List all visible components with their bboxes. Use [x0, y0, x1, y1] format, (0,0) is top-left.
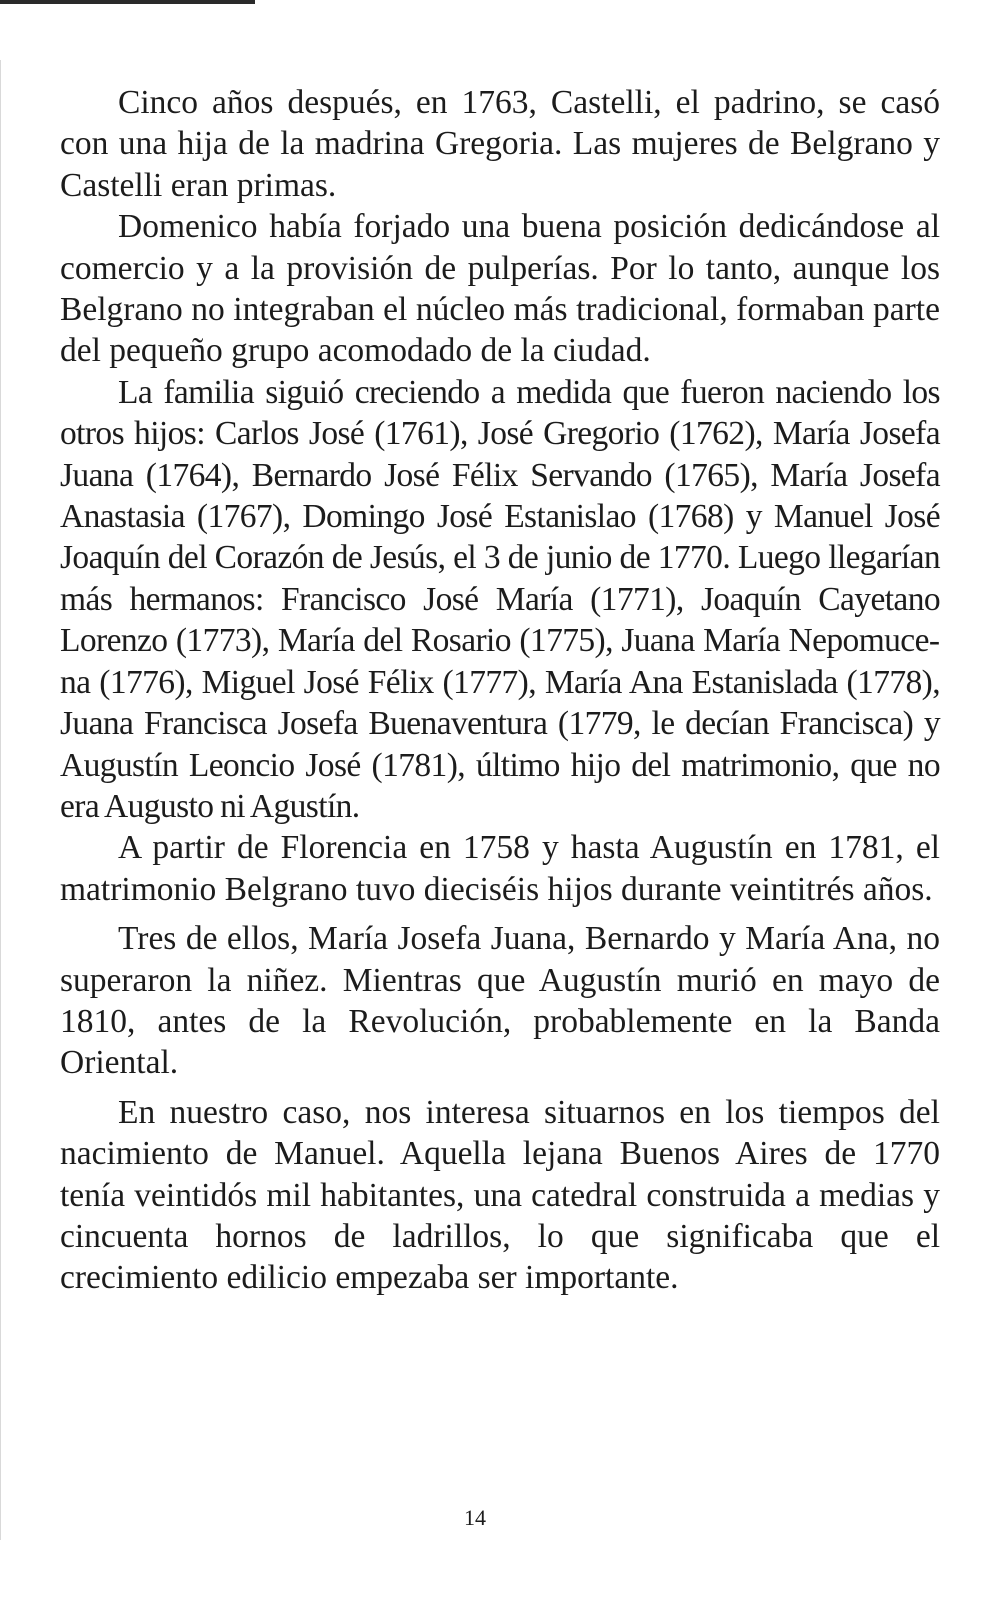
page-number: 14 [464, 1505, 486, 1530]
top-edge-mark [0, 0, 255, 4]
page-left-edge [0, 60, 1, 1540]
body-text [60, 82, 940, 1299]
paragraph-4: A partir de Florencia en 1758 y hasta Augustín en 1781, el matrimonio Belgrano tuvo dieciséis hijos durante veintitrés años. [60, 829, 940, 908]
paragraph-5: Tres de ellos, María Josefa Juana, Bernardo y María Ana, no superaron la niñez. Mientras que Augustín murió en mayo de 1810, antes de la Revolución, probablemente en la Banda Oriental. [60, 920, 940, 1082]
paragraph-1: Cinco años después, en 1763, Castelli, el padrino, se casó con una hija de la madrina Gregoria. Las mujeres de Belgrano y Castelli eran primas. [60, 84, 940, 204]
paragraph-2: Domenico había forjado una buena posición dedicándose al comercio y a la provisión de pulperías. Por lo tanto, aunque los Belgrano no integraban el núcleo más tradicional, formaban parte del pequeño grupo acomodado de la ciudad. [60, 208, 940, 370]
paragraph-6: En nuestro caso, nos interesa situarnos en los tiempos del nacimiento de Manuel. Aquella lejana Buenos Aires de 1770 tenía veintidós mil habitantes, una catedral construida a medias y cincuenta hornos de ladrillos, lo que significaba que el crecimiento edilicio empezaba ser importante. [60, 1093, 940, 1297]
paragraph-3: La familia siguió creciendo a medida que fueron naciendo los otros hijos: Carlos José (1761), José Gregorio (1762), María Josefa Juana (1764), Bernardo José Félix Servando (1765), María Josefa Anastasia (1767), Domingo José Estanislao (1768) y Manuel José Joaquín del Corazón de Jesús, el 3 de junio de 1770. Luego llegarían más hermanos: Francisco José María (1771), Joaquín Cayetano Lorenzo (1773), María del Rosario (1775), Juana María Nepomucena (1776), Miguel José Félix (1777), María Ana Estanislada (1778), Juana Francisca Josefa Buenaventura (1779, le decían Francisca) y Augustín Leoncio José (1781), último hijo del matrimonio, que no era Augusto ni Agustín. [60, 373, 940, 825]
